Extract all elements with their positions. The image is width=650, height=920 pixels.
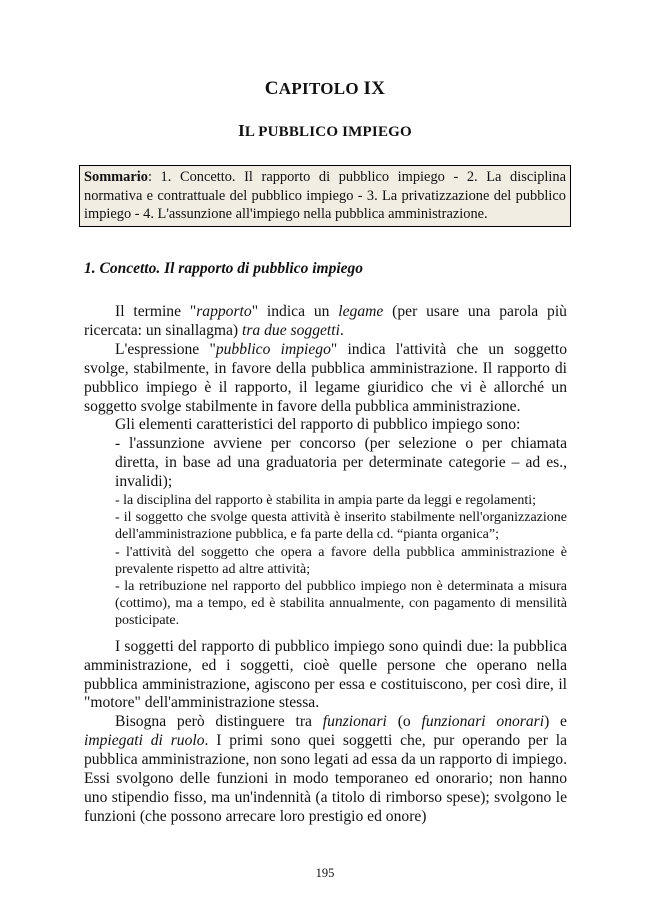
list-item: - il soggetto che svolge questa attività è inserito stabilmente nell'organizzazione dell'amministrazione pubblica, e fa parte della cd. “pianta organica”; xyxy=(115,510,567,543)
chapter-number: IX xyxy=(363,78,386,99)
chapter-subtitle-rest: L PUBBLICO IMPIEGO xyxy=(244,124,412,140)
body-text xyxy=(84,303,567,827)
paragraph-1: Il termine "rapporto" indica un legame (per usare una parola più ricercata: un sinallagma) tra due soggetti. xyxy=(84,303,567,339)
chapter-subtitle xyxy=(0,121,650,141)
characteristics-list xyxy=(115,435,567,629)
page-number: 195 xyxy=(315,866,335,880)
list-item: - l'attività del soggetto che opera a favore della pubblica amministrazione è prevalente rispetto ad altre attività; xyxy=(115,544,567,577)
chapter-title-rest: APITOLO xyxy=(278,79,359,98)
paragraph-5: Bisogna però distinguere tra funzionari (o funzionari onorari) e impiegati di ruolo. I primi sono quei soggetti che, pur operando per la pubblica amministrazione, non sono legati ad essa da un rapporto di impiego. Essi svolgono delle funzioni in modo temporaneo ed onorario; non hanno uno stipendio fisso, ma un'indennità (a titolo di rimborso spese); svolgono le funzioni (che possono arrecare loro prestigio ed onore) xyxy=(84,713,567,825)
paragraph-2: L'espressione "pubblico impiego" indica l'attività che un soggetto svolge, stabilmente, in favore della pubblica amministrazione. Il rapporto di pubblico impiego è il rapporto, il legame giuridico che vi è allorché un soggetto svolge stabilmente in favore della pubblica amministrazione. xyxy=(84,340,568,415)
list-item: - la disciplina del rapporto è stabilita in ampia parte da leggi e regolamenti; xyxy=(115,493,537,509)
paragraph-3: Gli elementi caratteristici del rapporto di pubblico impiego sono: xyxy=(115,416,521,434)
section-heading: 1. Concetto. Il rapporto di pubblico impiego xyxy=(84,260,364,277)
chapter-subtitle-cap: I xyxy=(238,121,245,140)
summary-box xyxy=(79,165,571,227)
summary-text: : 1. Concetto. Il rapporto di pubblico impiego - 2. La disciplina normativa e contrattuale del pubblico impiego - 3. La privatizzazione del pubblico impiego - 4. L'assunzione all'impiego nella pubblica amministrazione. xyxy=(84,169,566,222)
list-item: - l'assunzione avviene per concorso (per selezione o per chiamata diretta, in base ad una graduatoria per determinate categorie – ad es., invalidi); xyxy=(115,435,567,491)
chapter-title xyxy=(0,78,650,100)
chapter-title-cap: C xyxy=(264,78,279,99)
list-item: - la retribuzione nel rapporto del pubblico impiego non è determinata a misura (cottimo), ma a tempo, ed è stabilita annualmente, con pagamento di mensilità posticipate. xyxy=(115,579,567,629)
paragraph-4: I soggetti del rapporto di pubblico impiego sono quindi due: la pubblica amministrazione, ed i soggetti, cioè quelle persone che operano nella pubblica amministrazione, agiscono per essa e costituiscono, per così dire, il "motore" dell'amministrazione stessa. xyxy=(84,637,567,712)
summary-label: Sommario xyxy=(84,169,148,185)
